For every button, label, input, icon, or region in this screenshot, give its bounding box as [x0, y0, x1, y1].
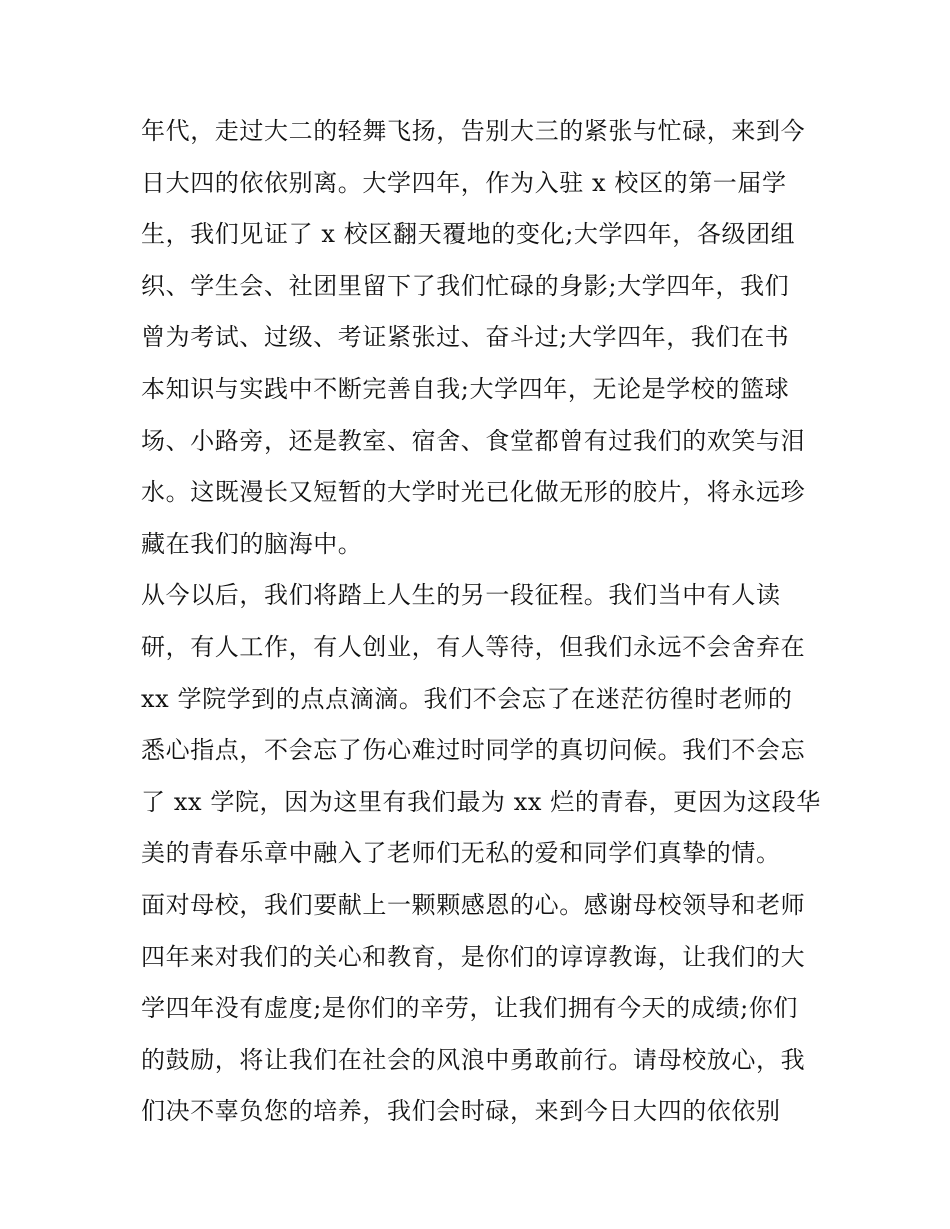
text-line: 从今以后，我们将踏上人生的另一段征程。我们当中有人读	[141, 581, 781, 610]
text-line: 织、学生会、社团里留下了我们忙碌的身影;大学四年，我们	[141, 271, 790, 300]
text-line: 美的青春乐章中融入了老师们无私的爱和同学们真挚的情。	[141, 839, 781, 868]
text-line: 面对母校，我们要献上一颗颗感恩的心。感谢母校领导和老师	[141, 890, 806, 919]
text-line: 年代，走过大二的轻舞飞扬，告别大三的紧张与忙碌，来到今	[141, 117, 806, 145]
text-line: 曾为考试、过级、考证紧张过、奋斗过;大学四年，我们在书	[141, 323, 790, 352]
text-line: 藏在我们的脑海中。	[141, 529, 363, 558]
text-line: 四年来对我们的关心和教育，是你们的谆谆教诲，让我们的大	[141, 942, 806, 971]
text-line: 水。这既漫长又短暂的大学时光已化做无形的胶片，将永远珍	[141, 478, 806, 507]
text-line: 本知识与实践中不断完善自我;大学四年，无论是学校的篮球	[141, 374, 790, 403]
body-text	[141, 106, 821, 1138]
text-line: 研，有人工作，有人创业，有人等待，但我们永远不会舍弃在	[141, 632, 806, 661]
text-line: 场、小路旁，还是教室、宿舍、食堂都曾有过我们的欢笑与泪	[141, 426, 806, 455]
text-line: 学四年没有虚度;是你们的辛劳，让我们拥有今天的成绩;你们	[141, 994, 798, 1023]
text-line: xx 学院学到的点点滴滴。我们不会忘了在迷茫彷徨时老师的	[141, 684, 793, 713]
text-line: 们决不辜负您的培养，我们会时碌，来到今日大四的依依别	[141, 1097, 781, 1126]
text-line: 悉心指点，不会忘了伤心难过时同学的真切问候。我们不会忘	[141, 736, 806, 765]
text-line: 生，我们见证了 x 校区翻天覆地的变化;大学四年，各级团组	[141, 220, 796, 249]
text-line: 的鼓励，将让我们在社会的风浪中勇敢前行。请母校放心，我	[141, 1045, 806, 1074]
text-line: 日大四的依依别离。大学四年，作为入驻 x 校区的第一届学	[141, 168, 787, 197]
text-line: 了 xx 学院，因为这里有我们最为 xx 烂的青春，更因为这段华	[141, 787, 821, 816]
